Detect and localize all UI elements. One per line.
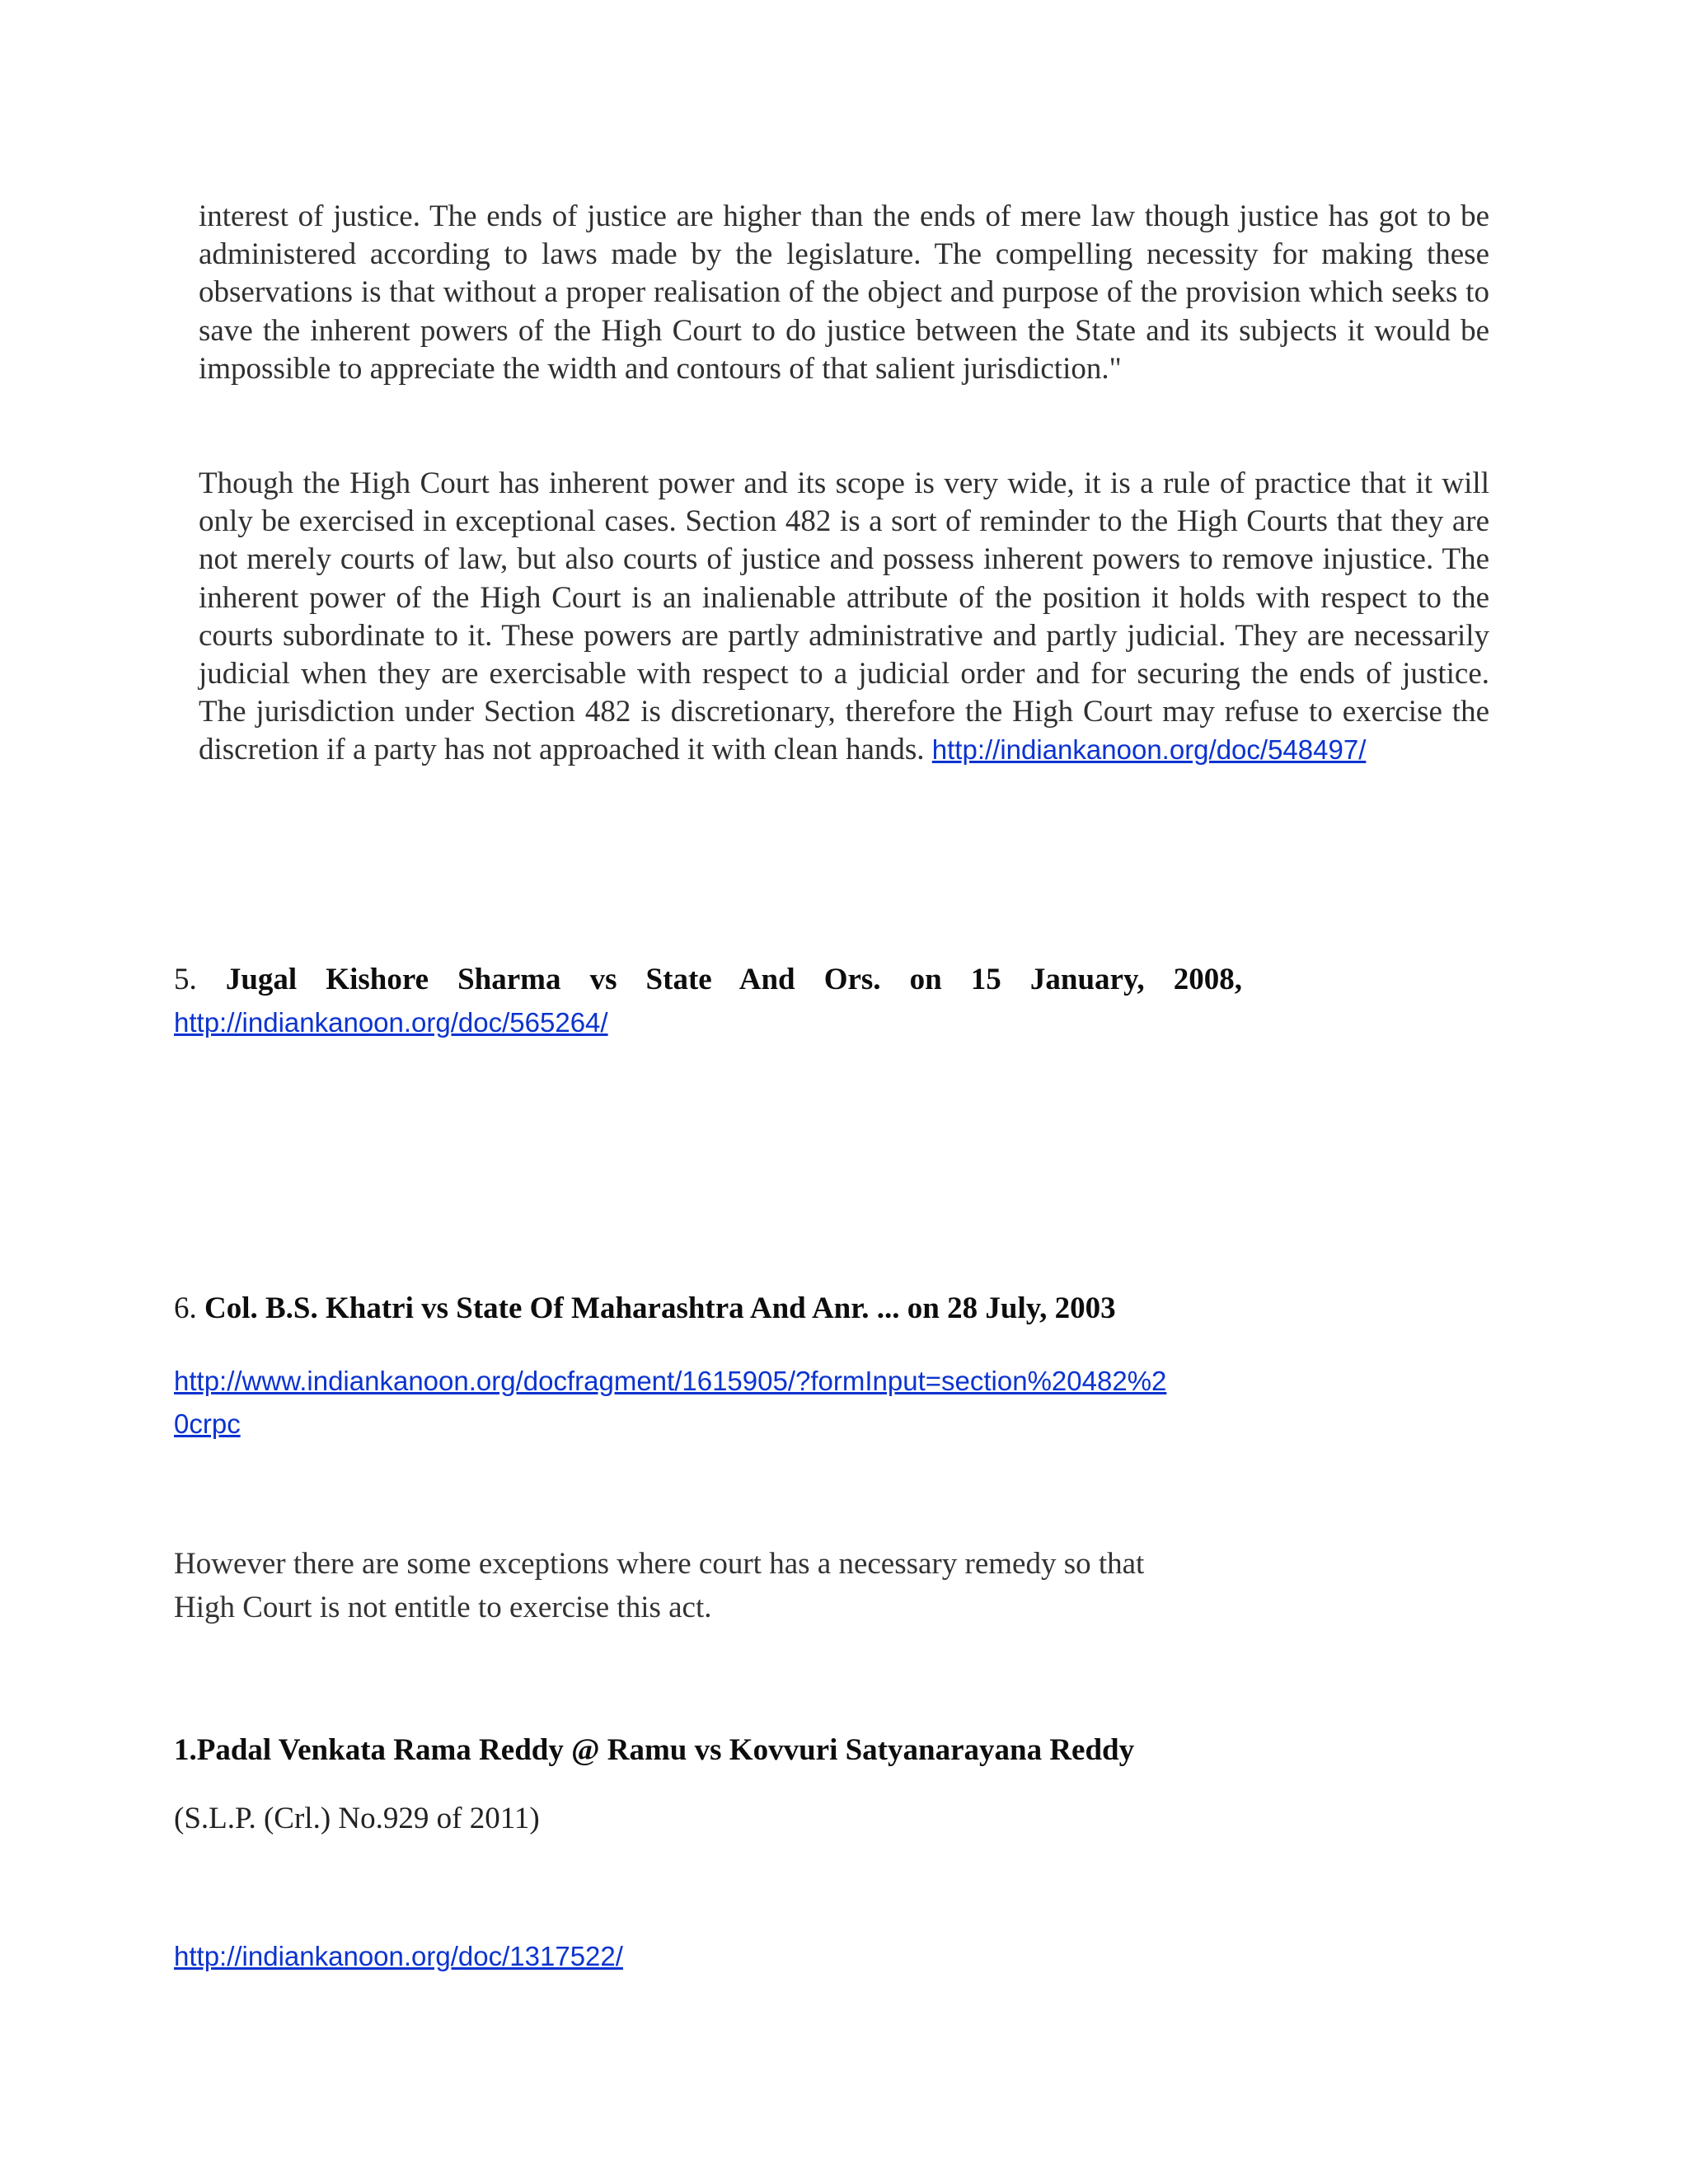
exception-case-1-heading: [174, 1732, 1493, 1769]
case-6-heading: [174, 1290, 1493, 1328]
quote-continuation-text: interest of justice. The ends of justice are higher than the ends of mere law though justice has got to be administered according to laws made by the legislature. The compelling necessity for making these observations is that without a proper realisation of the object and purpose of the provision which seeks to save the inherent powers of the High Court to do justice between the State and its subjects it would be impossible to appreciate the width and contours of that salient jurisdiction.": [199, 199, 1489, 386]
case-6-title: Col. B.S. Khatri vs State Of Maharashtra And Anr. ... on 28 July, 2003: [204, 1291, 1116, 1325]
inherent-power-text: Though the High Court has inherent power and its scope is very wide, it is a rule of practice that it will only be exercised in exceptional cases. Section 482 is a sort of reminder to the High Courts that they are not merely courts of law, but also courts of justice and possess inherent powers to remove injustice. The inherent power of the High Court is an inalienable attribute of the position it holds with respect to the courts subordinate to it. These powers are partly administrative and partly judicial. They are necessarily judicial when they are exercisable with respect to a judicial order and for securing the ends of justice. The jurisdiction under Section 482 is discretionary, therefore the High Court may refuse to exercise the discretion if a party has not approached it with clean hands.: [199, 466, 1489, 767]
exception-case-1-citation: (S.L.P. (Crl.) No.929 of 2011): [174, 1802, 540, 1835]
exceptions-block: [174, 1542, 1328, 1629]
exceptions-line-2: High Court is not entitle to exercise this act.: [174, 1591, 712, 1624]
exception-case-1-link[interactable]: http://indiankanoon.org/doc/1317522/: [174, 1941, 623, 1971]
case-5-link[interactable]: http://indiankanoon.org/doc/565264/: [174, 1007, 608, 1038]
case-5-title: Jugal Kishore Sharma vs State And Ors. on 15 January, 2008,: [225, 963, 1243, 996]
exception-case-1-link-block: [174, 1941, 623, 1972]
exception-case-1-title: 1.Padal Venkata Rama Reddy @ Ramu vs Kovvuri Satyanarayana Reddy: [174, 1733, 1135, 1767]
case-5-number: 5.: [174, 963, 197, 996]
case-6-number: 6.: [174, 1291, 197, 1325]
case-5-heading: [174, 961, 1242, 999]
quote-continuation-block: [199, 198, 1489, 388]
case-5-link-block: [174, 1007, 608, 1038]
inherent-power-paragraph: [199, 465, 1489, 770]
exception-case-1-citation-block: [174, 1800, 540, 1838]
inherent-power-block: [199, 465, 1489, 770]
exceptions-line-1: However there are some exceptions where court has a necessary remedy so that: [174, 1547, 1145, 1581]
case-6-block: [174, 1290, 1493, 1328]
case-6-link-line1[interactable]: http://www.indiankanoon.org/docfragment/1615905/?formInput=section%20482%2: [174, 1366, 1167, 1396]
case-5-block: [174, 961, 1242, 999]
inherent-power-link[interactable]: http://indiankanoon.org/doc/548497/: [931, 734, 1367, 766]
exception-case-1-block: [174, 1732, 1493, 1769]
case-6-link-line2[interactable]: 0crpc: [174, 1408, 241, 1439]
case-6-link-block: [174, 1360, 1166, 1446]
